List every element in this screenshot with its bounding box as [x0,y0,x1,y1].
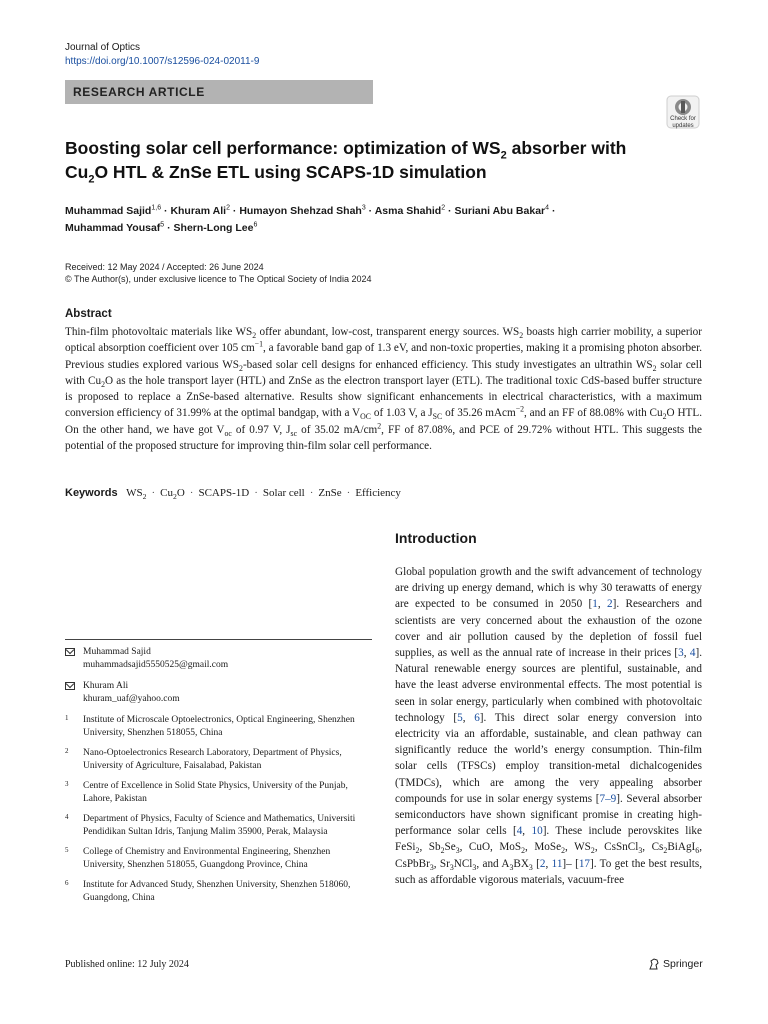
citation-link[interactable]: 17 [578,857,590,870]
envelope-icon [65,648,75,656]
citation-link[interactable]: 1 [592,598,598,611]
introduction-text: Global population growth and the swift advancement of technology are driving up energy demand, which is why 30 terawatts of energy are expected to be consumed in 2050 [1, 2]. Researchers and scientists are very concerned about the exhaustion of the ozone cover and air pollution caused by the depletion of fossil fuel supplies, as well as the annual rate of increase in their prices [3, 4]. Natural renewable energy sources are plentiful, sustainable, and have the least adverse environmental effects. The most potential is seen in solar energy, particularly when combined with photovoltaic technology [5, 6]. This direct solar energy conversion into electricity via an affordable, sustainable, and clean pathway can significantly reduce the world’s energy consumption. Thin-film solar cells (TFSCs) employ transition-metal dichalcogenides (TMDCs), which are among the very appealing absorber compounds for use in solar energy systems [7–9]. Several absorber semiconductors have shown significant promise in creating high-performance solar cells [4, 10]. These include perovskites like FeSi$_2$, $Sb_2Se_3$, CuO, MoS$_2$, MoSe$_2$, $WS_2$, CsSnCl$_3$, $Cs_2BiAgI_6$, CsPbBr$_3$, $Sr_3NCl_3$, and $A_3BX_3$ [2, 11]– [17]. To get the best results, such as affordable vigorous materials, vacuum-free [395,566,703,886]
citation-link[interactable]: 2 [607,598,613,611]
keywords-heading: Keywords [65,487,118,499]
contact-name: Muhammad Sajid [83,647,151,657]
publisher-name: Springer [663,958,703,970]
springer-horse-icon [648,958,660,970]
citation-link[interactable]: 6 [474,711,480,724]
affiliation-entry: 4 Department of Physics, Faculty of Science and Mathematics, Universiti Pendidikan Sultan Idris, Tanjung Malim 35900, Perak, Malaysia [65,813,356,837]
contact-entry [65,680,372,706]
check-for-updates-label: Check for updates [670,116,696,129]
journal-header [65,41,259,69]
affiliation-entry: 1 Institute of Microscale Optoelectronics, Optical Engineering, Shenzhen University, Shenzhen 518055, China [65,714,355,738]
affiliation-entry: 5 College of Chemistry and Environmental Engineering, Shenzhen University, Shenzhen 518055, Guangdong Province, China [65,846,331,870]
copyright-notice: © The Author(s), under exclusive licence to The Optical Society of India 2024 [65,274,372,284]
article-dates [65,261,371,285]
author[interactable]: Shern-Long Lee$^6$ [173,221,258,234]
author[interactable]: Muhammad Sajid$^{1,6}$ [65,204,162,217]
article-type-banner: RESEARCH ARTICLE [65,80,373,104]
affiliation-entry: 2 Nano-Optoelectronics Research Laboratory, Department of Physics, University of Agriculture, Faisalabad, Pakistan [65,747,342,771]
abstract-text: Thin-film photovoltaic materials like $WS_2$ offer abundant, low-cost, transparent energy sources. $WS_2$ boasts high carrier mobility, a superior optical absorption coefficient over 105 $cm^{-1}$, a favorable band gap of 1.3 eV, and non-toxic properties, making it a promising photon absorber. Previous studies explored various $WS_2$-based solar cell designs for enhanced efficiency. This study investigates an ultrathin $WS_2$ solar cell with $Cu_2O$ as the hole transport layer (HTL) and ZnSe as the electron transport layer (ETL). The traditional toxic CdS-based buffer structure is proposed to replace a ZnSe-based alternative. Results show significant enhancements in electrical characteristics, with a maximum conversion efficiency of 31.99% at the optimal bandgap, with a $V_{OC}$ of 1.03 V, a $J_{SC}$ of 35.26 mAcm$^{-2}$, and an FF of 88.08% with $Cu_2O$ HTL. On the other hand, we have got $V_{oc}$ of 0.97 V, $J_{sc}$ of 35.02 $mA/cm^2$, FF of 87.08%, and PCE of 29.72% without HTL. This suggests the potential of the proposed structure for improving thin-film solar cell performance. [65,326,703,453]
contact-name: Khuram Ali [83,681,129,691]
citation-link[interactable]: 2 [539,857,546,870]
keyword[interactable]: Solar cell [262,487,305,499]
doi-link[interactable]: https://doi.org/10.1007/s12596-024-02011-9 [65,56,260,67]
author[interactable]: Humayon Shehzad Shah$^3$ [239,204,366,217]
citation-link[interactable]: 3 [678,647,684,660]
keyword[interactable]: SCAPS-1D [198,487,250,499]
introduction-heading: Introduction [395,530,477,546]
affiliations [65,714,372,912]
keyword[interactable]: $Cu_2O$ [160,487,185,502]
citation-link[interactable]: 7–9 [599,792,617,805]
author[interactable]: Suriani Abu Bakar$^4$ [454,204,550,217]
contact-email[interactable]: muhammadsajid5550525@gmail.com [83,660,229,670]
footnote-divider [65,639,372,640]
affiliation-entry: 6 Institute for Advanced Study, Shenzhen University, Shenzhen 518060, Guangdong, China [65,879,351,903]
citation-link[interactable]: 4 [689,647,696,660]
affiliation-entry: 3 Centre of Excellence in Solid State Physics, University of the Punjab, Lahore, Pakistan [65,780,348,804]
keyword[interactable]: ZnSe [318,487,342,499]
author[interactable]: Khuram Ali$^2$ [170,204,230,217]
article-title: Boosting solar cell performance: optimization of $WS_2$ absorber with $Cu_2O$ HTL & ZnSe ETL using SCAPS-1D simulation [65,138,627,186]
abstract-heading: Abstract [65,308,112,320]
keyword[interactable]: $WS_2$ [126,487,147,502]
keyword[interactable]: Efficiency [355,487,401,499]
published-online: Published online: 12 July 2024 [65,959,189,970]
journal-name: Journal of Optics [65,42,141,53]
citation-link[interactable]: 11 [551,857,563,870]
citation-link[interactable]: 5 [457,711,463,724]
contact-entry [65,646,372,672]
received-accepted: Received: 12 May 2024 / Accepted: 26 June 2024 [65,262,264,272]
author[interactable]: Asma Shahid$^2$ [374,204,446,217]
contact-email[interactable]: khuram_uaf@yahoo.com [83,694,180,704]
publisher-logo [648,958,703,970]
citation-link[interactable]: 4 [516,825,523,838]
citation-link[interactable]: 10 [531,825,543,838]
author-list: Muhammad Sajid$^{1,6}$ · Khuram Ali$^2$ · Humayon Shehzad Shah$^3$ · Asma Shahid$^2$ · Suriani Abu Bakar$^4$ · Muhammad Yousaf$^5$ · Shern-Long Lee$^6$ [65,204,556,234]
envelope-icon [65,682,75,690]
author[interactable]: Muhammad Yousaf$^5$ [65,221,165,234]
keywords-row: Keywords $WS_2 \cdot Cu_2O$ · SCAPS-1D · Solar cell · ZnSe · Efficiency [65,487,401,502]
corresponding-authors [65,646,372,714]
